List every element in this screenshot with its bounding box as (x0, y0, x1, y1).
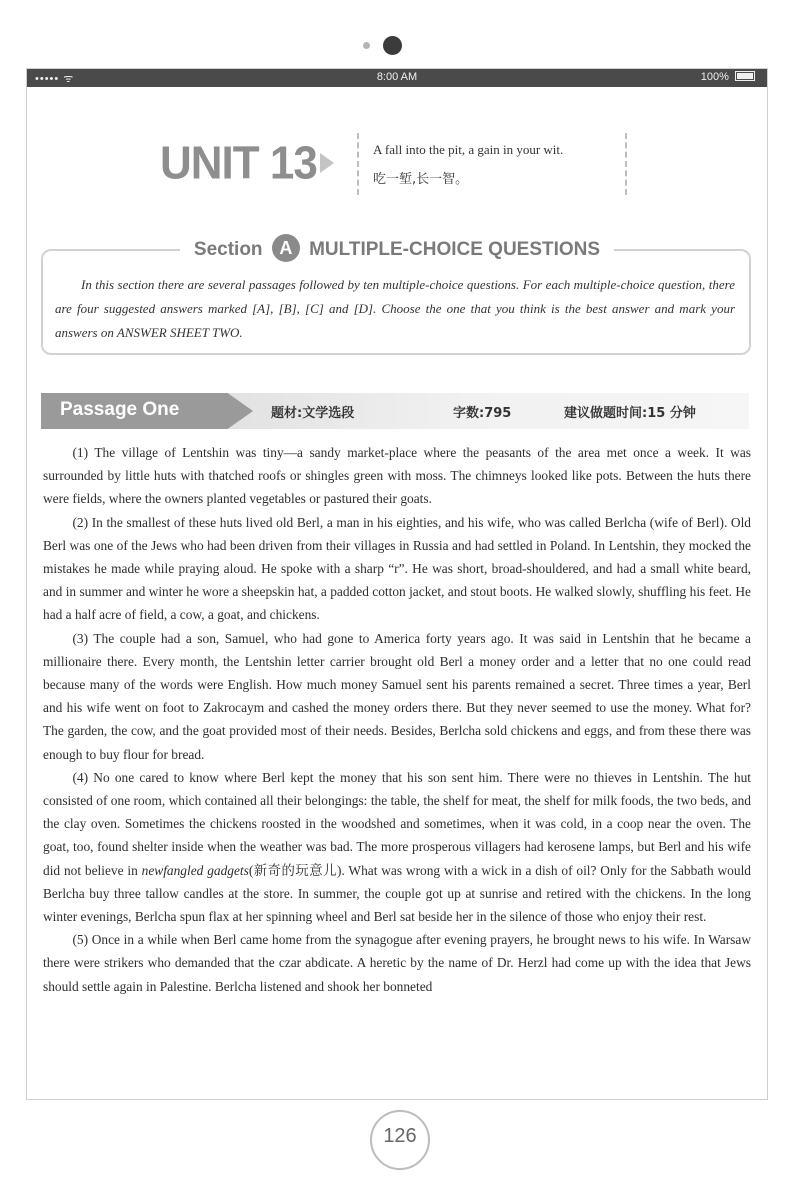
signal-icon: ••••• ᯤ (35, 73, 75, 85)
battery-indicator (701, 71, 755, 83)
unit-title: UNIT 13 (160, 137, 317, 190)
battery-percent: 100% (700, 71, 729, 83)
paragraph-1: (1) The village of Lentshin was tiny—a sandy market-place where the peasants of the area met once a week. It was surrounded by little huts with thatched roofs or shingles green with moss. The chimneys looked like pots. Between the huts there were fields, where the owners planted vegetables or pastured their goats. (43, 445, 751, 507)
section-instructions: In this section there are several passages followed by ten multiple-choice questions. For each multiple-choice question, there are four suggested answers marked [A], [B], [C] and [D]. Choose the one that you think is the best answer and mark your answers on ANSWER SHEET TWO. (55, 277, 735, 340)
battery-icon (735, 71, 755, 81)
clock: 8:00 AM (376, 71, 418, 83)
camera-indicator (0, 36, 800, 56)
motto-chinese: 吃一堑,长一智。 (373, 172, 469, 187)
passage-word-count: 字数:795 (453, 406, 512, 421)
paragraph-4 (43, 766, 751, 928)
passage-body (43, 441, 751, 998)
camera-lens (383, 36, 402, 55)
motto-english: A fall into the pit, a gain in your wit. (373, 142, 564, 157)
page-number: 126 (383, 1125, 417, 1147)
sensor-dot (363, 42, 370, 49)
tablet-screen (26, 68, 768, 1100)
section-heading (27, 236, 767, 264)
glossed-term: newfangled gadgets (141, 862, 249, 878)
section-title: MULTIPLE-CHOICE QUESTIONS (309, 239, 601, 261)
passage-suggested-time: 建议做题时间:15 分钟 (564, 406, 696, 421)
paragraph-4-part2: (新奇的玩意儿). What was wrong with a wick in a dish of oil? Only for the Sabbath would Berlcha buy three tallow candles at the store. In summer, the couple got up at sunrise and retired with the chickens. In the long winter evenings, Berlcha spun flax at her spinning wheel and Berl sat beside her in the silence of those who enjoy their rest. (43, 862, 751, 925)
paragraph-2: (2) In the smallest of these huts lived old Berl, a man in his eighties, and his wife, who was called Berlcha (wife of Berl). Old Berl was one of the Jews who had been driven from their villages in Russia and had settled in Poland. In Lentshin, they mocked the mistakes he made while praying aloud. He spoke with a sharp “r”. He was short, broad-shouldered, and had a small white beard, and in summer and winter he wore a sheepskin hat, a padded cotton jacket, and stout boots. He walked slowly, shuffling his feet. He had a half acre of field, a cow, a goat, and chickens. (43, 514, 751, 623)
paragraph-5: (5) Once in a while when Berl came home from the synagogue after evening prayers, he brought news to his wife. In Warsaw there were strikers who demanded that the czar abdicate. A heretic by the name of Dr. Herzl had come up with the idea that Jews should settle again in Palestine. Berlcha listened and shook her bonneted (43, 932, 751, 994)
arrow-right-icon (320, 153, 334, 173)
paragraph-4-part1: (4) No one cared to know where Berl kept the money that his son sent him. There were no thieves in Lentshin. The hut consisted of one room, which contained all their belongings: the table, the shelf for meat, the shelf for milk foods, the two beds, and the clay oven. Sometimes the chickens roosted in the woodshed and sometimes, when it was cold, in a coop near the oven. The goat, too, found shelter inside when the weather was bad. The more prosperous villagers had kerosene lamps, but Berl and his wife did not believe in (43, 769, 751, 878)
passage-label: Passage One (60, 399, 180, 420)
passage-topic: 题材:文学选段 (271, 406, 355, 421)
status-bar (27, 69, 767, 87)
paragraph-3: (3) The couple had a son, Samuel, who had gone to America forty years ago. It was said in Lentshin that he became a millionaire there. Every month, the Lentshin letter carrier brought old Berl a money order and a letter that no one could read because many of the words were English. How much money Samuel sent his parents remained a secret. Three times a year, Berl and his wife went on foot to Zakrocaym and cashed the money orders there. But they never seemed to use the money. What for? The garden, the cow, and the goat provided most of their needs. Besides, Berlcha sold chickens and eggs, and from these there was enough to buy flour for bread. (43, 630, 751, 762)
section-prefix: Section (193, 239, 263, 261)
section-badge: A (272, 234, 300, 262)
